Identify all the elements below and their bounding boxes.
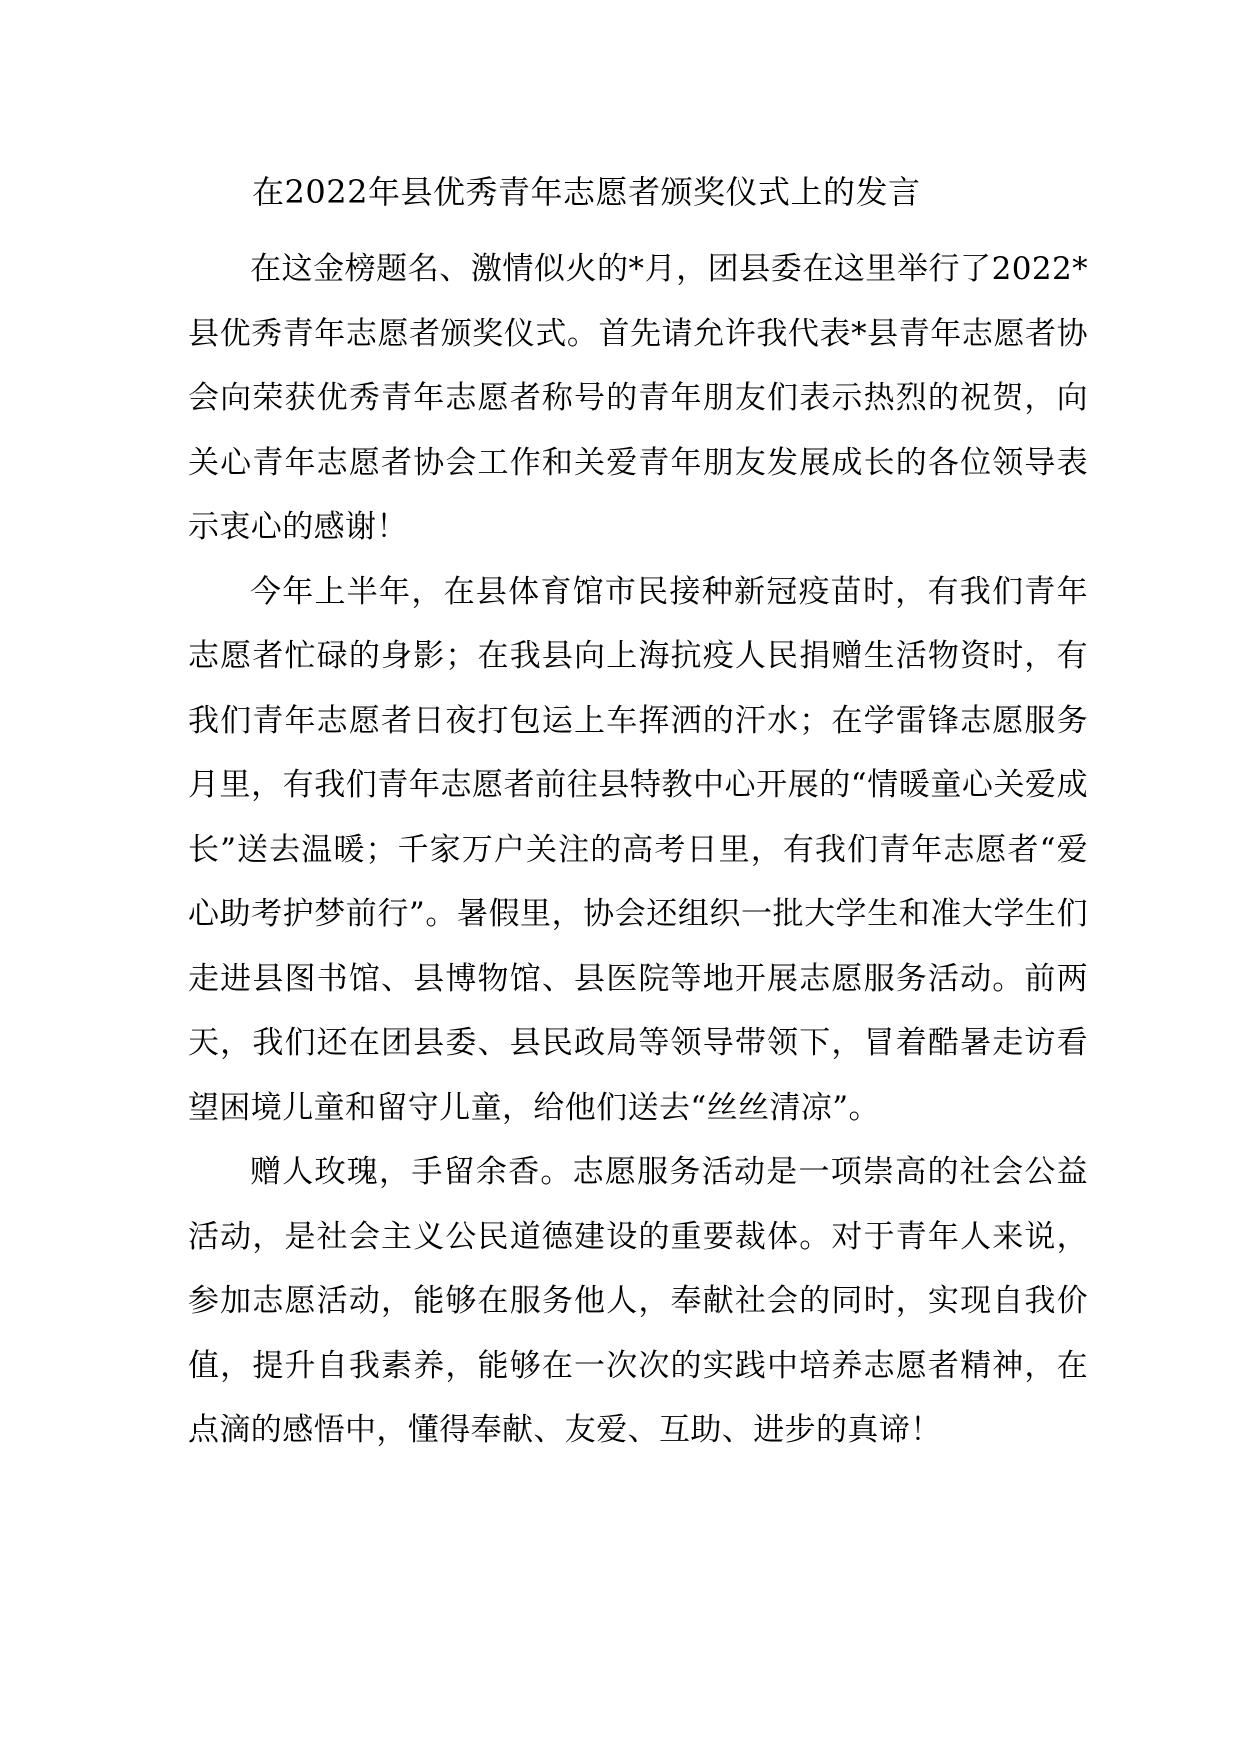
paragraph-opening: 在这金榜题名、激情似火的*月，团县委在这里举行了2022*县优秀青年志愿者颁奖仪式。首先请允许我代表*县青年志愿者协会向荣获优秀青年志愿者称号的青年朋友们表示热烈的祝贺，向关心青年志愿者协会工作和关爱青年朋友发展成长的各位领导表示衷心的感谢！ <box>188 251 1088 545</box>
document-page <box>188 172 1088 1463</box>
paragraph-activities: 今年上半年，在县体育馆市民接种新冠疫苗时，有我们青年志愿者忙碌的身影；在我县向上海抗疫人民捐赠生活物资时，有我们青年志愿者日夜打包运上车挥洒的汗水；在学雷锋志愿服务月里，有我们青年志愿者前往县特教中心开展的“情暖童心关爱成长”送去温暖；千家万户关注的高考日里，有我们青年志愿者“爱心助考护梦前行”。暑假里，协会还组织一批大学生和准大学生们走进县图书馆、县博物馆、县医院等地开展志愿服务活动。前两天，我们还在团县委、县民政局等领导带领下，冒着酷暑走访看望困境儿童和留守儿童，给他们送去“丝丝清凉”。 <box>188 573 1088 1126</box>
document-title: 在2022年县优秀青年志愿者颁奖仪式上的发言 <box>252 173 921 211</box>
paragraph-significance: 赠人玫瑰，手留余香。志愿服务活动是一项崇高的社会公益活动，是社会主义公民道德建设的重要裁体。对于青年人来说，参加志愿活动，能够在服务他人，奉献社会的同时，实现自我价值，提升自我素养，能够在一次次的实践中培养志愿者精神，在点滴的感悟中，懂得奉献、友爱、互助、进步的真谛！ <box>188 1154 1088 1448</box>
